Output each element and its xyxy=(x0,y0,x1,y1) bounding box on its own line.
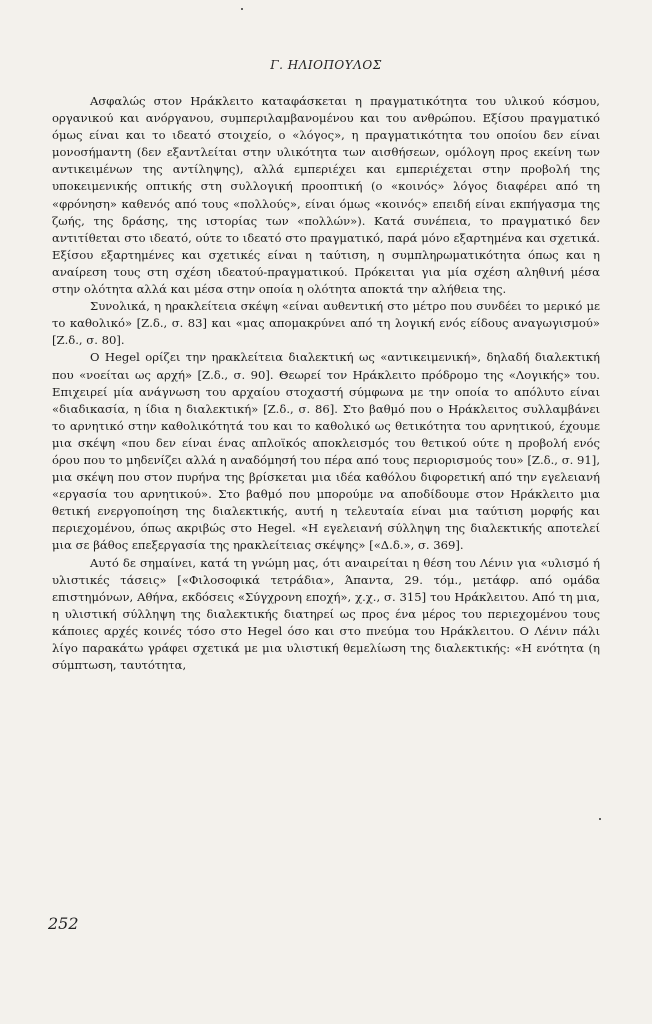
running-head: Γ. ΗΛΙΟΠΟΥΛΟΣ xyxy=(270,58,382,72)
body-text xyxy=(52,93,600,674)
paragraph-3: Ο Hegel ορίζει την ηρακλείτεια διαλεκτική ως «αντικειμενική», δηλαδή διαλεκτική που «νοείται ως αρχή» [Ζ.δ., σ. 90]. Θεωρεί τον Ηράκλειτο πρόδρομο της «Λογικής» του. Επιχειρεί μία ανάγνωση του αρχαίου στοχαστή σύμφωνα με την οποία το απόλυτο είναι «διαδικασία, η ίδια η διαλεκτική» [Ζ.δ., σ. 86]. Στο βαθμό που ο Ηράκλειτος συλλαμβάνει το αρνητικό στην καθολικότητά του και το καθολικό ως θετικότητα του αρνητικού, έχουμε μια σκέψη «που δεν είναι ένας απλοϊκός αποκλεισμός του θετικού ούτε η προβολή ενός όρου που το μηδενίζει αλλά η αναδόμησή του πέρα από τους περιορισμούς του» [Ζ.δ., σ. 91], μια σκέψη που στον πυρήνα της βρίσκεται μια ιδέα καθόλου διφορετική από την εγελειανή «εργασία του αρνητικού». Στο βαθμό που μπορούμε να αποδίδουμε στον Ηράκλειτο μια θετική ενεργοποίηση της διαλεκτικής, αυτή η τελευταία είναι μια ταύτιση μορφής και περιεχομένου, όπως ακριβώς στο Hegel. «Η εγελειανή σύλληψη της διαλεκτικής αποτελεί μια σε βάθος επεξεργασία της ηρακλείτειας σκέψης» [«Δ.δ.», σ. 369]. xyxy=(52,350,600,553)
print-speck xyxy=(241,8,243,10)
print-speck xyxy=(599,818,601,820)
paragraph-2: Συνολικά, η ηρακλείτεια σκέψη «είναι αυθεντική στο μέτρο που συνδέει το μερικό με το καθολικό» [Ζ.δ., σ. 83] και «μας απομακρύνει από τη λογική ενός είδους αναγωγισμού» [Ζ.δ., σ. 80]. xyxy=(52,299,600,348)
paragraph-4: Αυτό δε σημαίνει, κατά τη γνώμη μας, ότι αναιρείται η θέση του Λένιν για «υλισμό ή υλιστικές τάσεις» [«Φιλοσοφικά τετράδια», Άπαντα, 29. τόμ., μετάφρ. από ομάδα επιστημόνων, Αθήνα, εκδόσεις «Σύγχρονη εποχή», χ.χ., σ. 315] του Ηράκλειτου. Από τη μια, η υλιστική σύλληψη της διαλεκτικής διατηρεί ως προς ένα μέρος του περιεχομένου τους κάποιες αρχές κοινές τόσο στο Hegel όσο και στο πνεύμα του Ηράκλειτου. Ο Λένιν πάλι λίγο παρακάτω γράφει σχετικά με μια υλιστική θεμελίωση της διαλεκτικής: «Η ενότητα (η σύμπτωση, ταυτότητα, xyxy=(52,555,600,673)
paragraph-1: Ασφαλώς στον Ηράκλειτο καταφάσκεται η πραγματικότητα του υλικού κόσμου, οργανικού και ανόργανου, συμπεριλαμβανομένου και του ανθρώπου. Εξίσου πραγματικό όμως είναι και το ιδεατό στοιχείο, ο «λόγος», η πραγματικότητα του οποίου δεν είναι μονοσήμαντη (δεν εξαντλείται στην υλικότητα των αισθήσεων, ομόλογη προς εκείνη των αντικειμένων της αντίληψης), αλλά εμπεριέχει και εμπεριέχεται στην προβολή της υποκειμενικής οπτικής στη συλλογική προοπτική (ο «κοινός» λόγος διαφέρει από τη «φρόνηση» καθενός από τους «πολλούς», είναι όμως «κοινός» επειδή είναι εκπήγασμα της ζωής, της δράσης, της ιστορίας των «πολλών»). Κατά συνέπεια, το πραγματικό δεν αντιτίθεται στο ιδεατό, ούτε το ιδεατό στο πραγματικό, παρά μόνο εξαρτημένα και σχετικά. Εξίσου εξαρτημένες και σχετικές είναι η ταύτιση, η συμπληρωματικότητα όπως και η αναίρεση τους στη σχέση ιδεατού-πραγματικού. Πρόκειται για μία σχέση αληθινή μέσα στην ολότητα αλλά και μέσα στην οποία η ολότητα αποκτά την αλήθεια της. xyxy=(52,94,600,297)
page-number: 252 xyxy=(48,914,79,933)
